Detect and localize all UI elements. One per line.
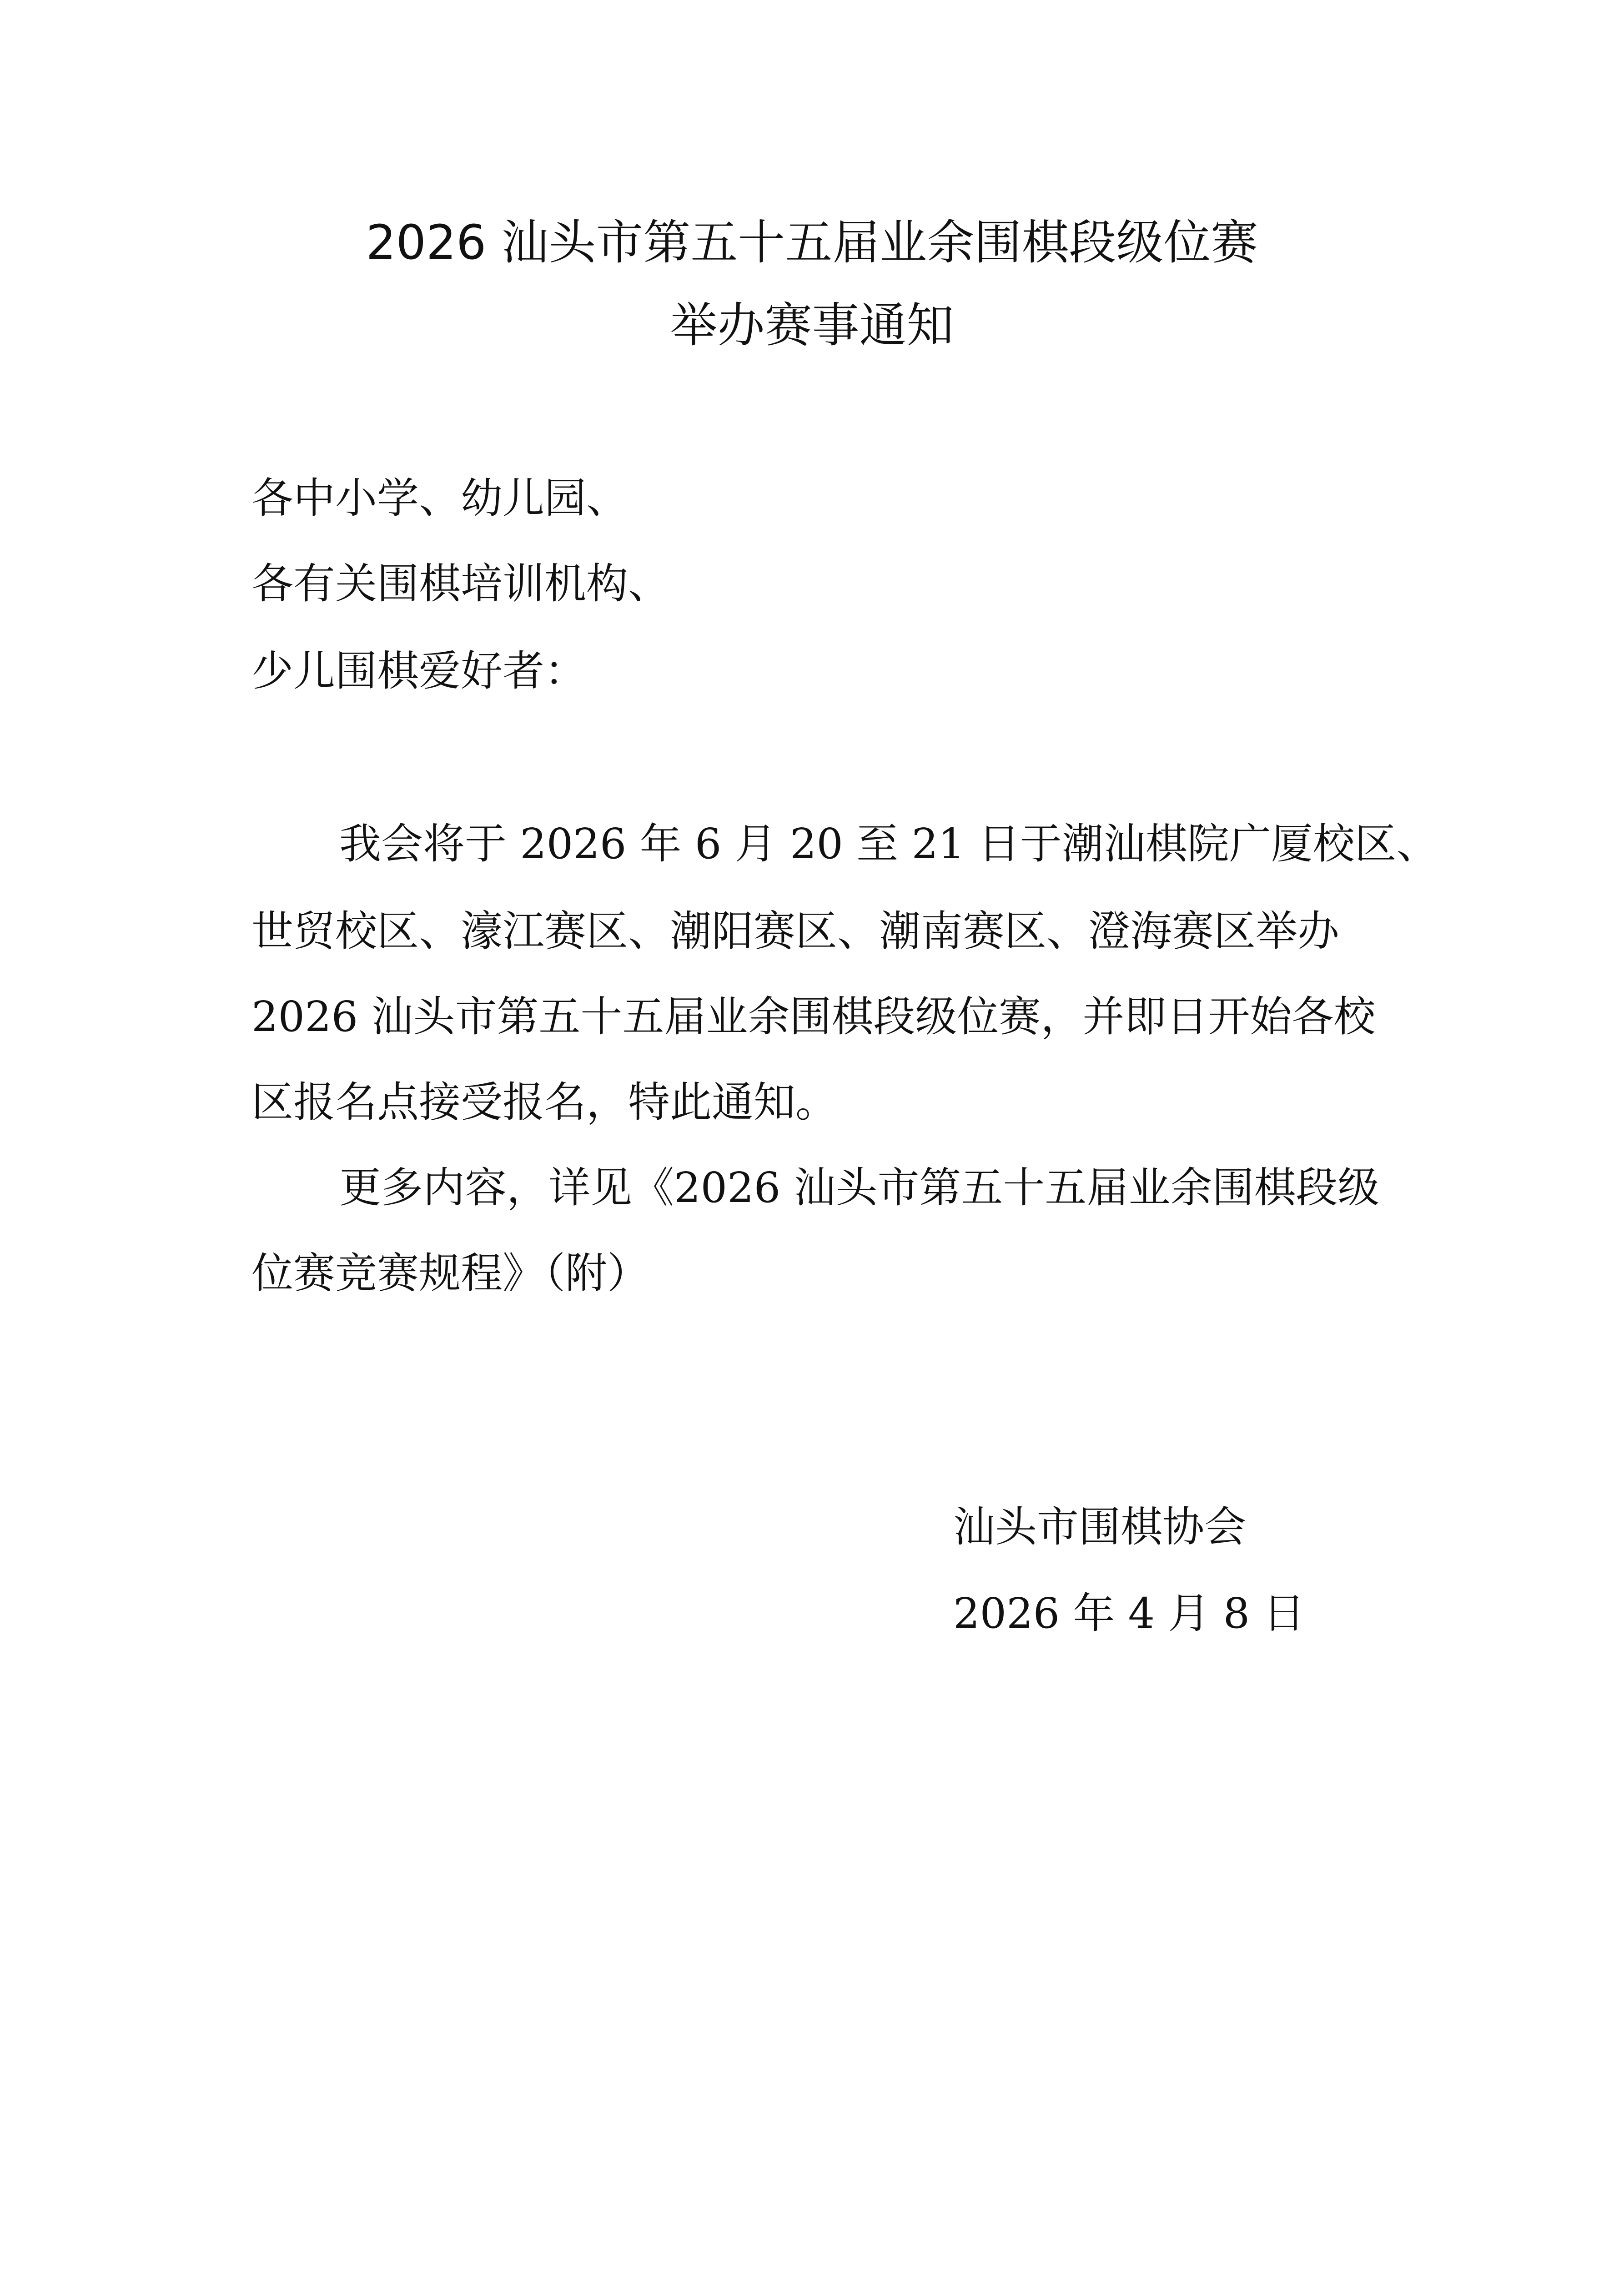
document-title-line2: 举办赛事通知: [670, 297, 954, 353]
recipient-line: 各有关围棋培训机构、: [251, 559, 670, 608]
signature-date: 2026 年 4 月 8 日: [953, 1589, 1305, 1638]
body-paragraph-line: 我会将于 2026 年 6 月 20 至 21 日于潮汕棋院广厦校区、: [339, 820, 1438, 868]
document-title-line1: 2026 汕头市第五十五届业余围棋段级位赛: [366, 215, 1258, 270]
body-paragraph-line: 更多内容，详见《2026 汕头市第五十五届业余围棋段级: [339, 1163, 1380, 1212]
body-paragraph-line: 区报名点接受报名，特此通知。: [251, 1078, 838, 1127]
body-paragraph-line: 世贸校区、濠江赛区、潮阳赛区、潮南赛区、澄海赛区举办: [251, 907, 1340, 956]
body-paragraph-line: 2026 汕头市第五十五届业余围棋段级位赛，并即日开始各校: [251, 992, 1376, 1041]
recipient-line: 少儿围棋爱好者：: [251, 647, 587, 695]
body-paragraph-line: 位赛竞赛规程》（附）: [251, 1249, 649, 1298]
recipient-line: 各中小学、幼儿园、: [251, 474, 628, 523]
signature-organization: 汕头市围棋协会: [953, 1503, 1247, 1551]
